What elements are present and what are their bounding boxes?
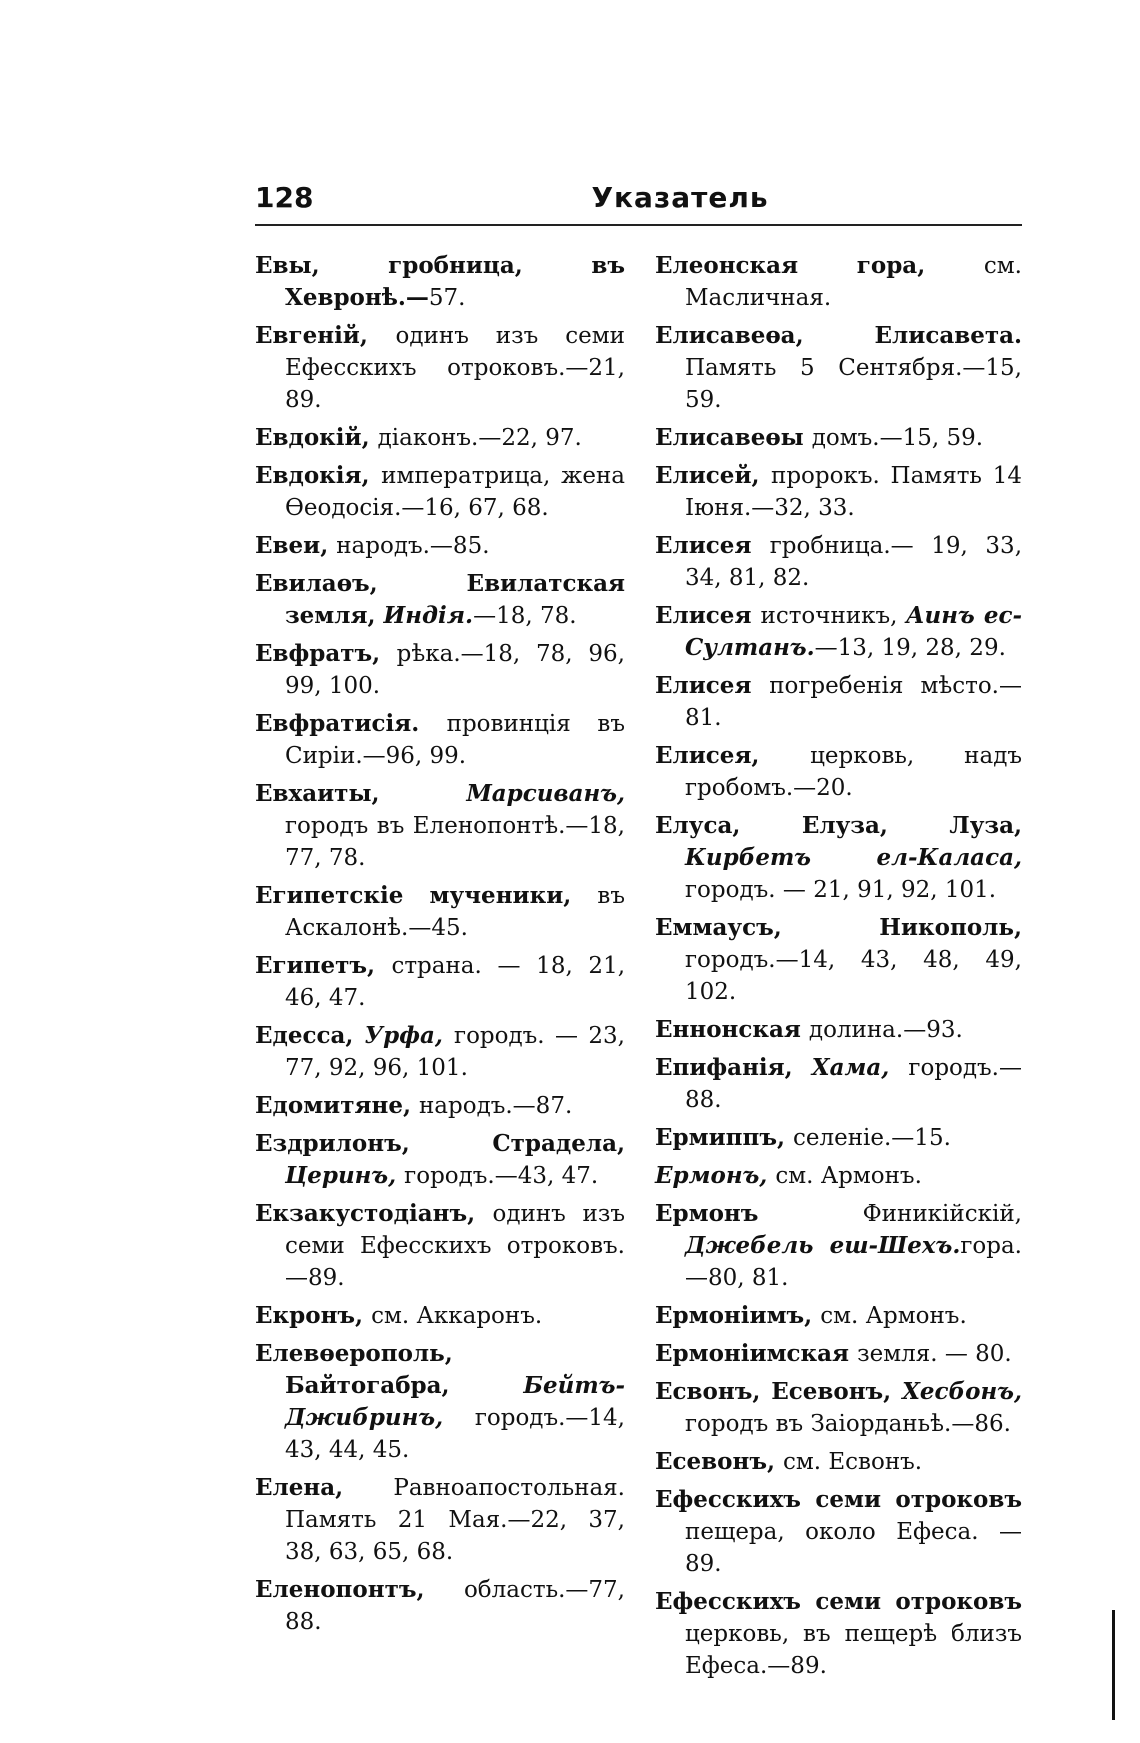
index-entry	[255, 530, 625, 562]
entry-rest: народъ.—87.	[418, 1093, 573, 1119]
index-entry	[655, 670, 1022, 734]
entry-alt: Урфа,	[364, 1022, 455, 1049]
index-entry	[655, 1160, 1022, 1192]
entry-rest: Равноапостольная. Память 21 Мая.—22, 37, 38, 63, 65, 68.	[285, 1475, 625, 1565]
entry-term: Ефесскихъ семи отроковъ	[655, 1588, 1022, 1615]
index-entry	[655, 1122, 1022, 1154]
entry-tail: гора.—80, 81.	[685, 1233, 1022, 1291]
page-number: 128	[255, 181, 314, 214]
index-entry	[255, 460, 625, 524]
entry-alt: Кирбетъ ел-Каласа,	[685, 844, 1022, 871]
entry-term: Елисавеөы	[655, 424, 812, 451]
entry-rest: народъ.—85.	[336, 533, 490, 559]
entry-rest: церковь, въ пещерѣ близъ Ефеса.—89.	[685, 1621, 1022, 1679]
entry-rest: рѣка.—18, 78, 96, 99, 100.	[285, 641, 625, 699]
index-entry	[255, 422, 625, 454]
index-entry	[255, 880, 625, 944]
entry-rest: гробница.— 19, 33, 34, 81, 82.	[685, 533, 1023, 591]
entry-rest: 57.	[428, 285, 466, 311]
entry-rest: земля. — 80.	[857, 1341, 1012, 1367]
entry-term: Ермиппъ,	[655, 1124, 793, 1151]
index-entry	[255, 1338, 625, 1466]
index-entry	[655, 600, 1022, 664]
entry-rest: одинъ изъ семи Ефесскихъ отроковъ.—89.	[285, 1201, 625, 1291]
entry-rest: страна. — 18, 21, 46, 47.	[285, 953, 626, 1011]
entry-term: Ермонъ	[655, 1200, 863, 1227]
entry-rest: въ Аскалонѣ.—45.	[285, 883, 625, 941]
entry-alt: Бейтъ-Джибринъ,	[285, 1372, 625, 1431]
index-entry	[255, 320, 625, 416]
index-entry	[255, 638, 625, 702]
entry-rest: пророкъ. Память 14 Іюня.—32, 33.	[685, 463, 1022, 521]
entry-term: Елисея	[655, 602, 761, 629]
entry-term: Еленопонтъ,	[255, 1576, 464, 1603]
index-entry	[655, 1446, 1022, 1478]
index-column-right	[655, 250, 1022, 1688]
entry-rest: см. Масличная.	[685, 253, 1022, 311]
entry-rest: городъ въ Еленопонтѣ.—18, 77, 78.	[285, 813, 625, 871]
entry-term: Елевөерополь, Байтогабра,	[255, 1340, 524, 1399]
entry-rest: императрица, жена Өеодосія.—16, 67, 68.	[285, 463, 625, 521]
index-entry	[255, 1472, 625, 1568]
entry-term: Елисавеөа, Елисавета.	[655, 322, 1022, 349]
entry-term: Есевонъ,	[655, 1448, 783, 1475]
entry-term: Едесса,	[255, 1022, 365, 1049]
entry-rest: городъ.—43, 47.	[404, 1163, 599, 1189]
entry-term: Елисея	[655, 532, 770, 559]
entry-term: Ефесскихъ семи отроковъ	[655, 1486, 1022, 1513]
index-entry	[655, 810, 1022, 906]
entry-alt: Хесбонъ,	[902, 1378, 1022, 1405]
entry-term: Елисей,	[655, 462, 771, 489]
index-entry	[655, 530, 1022, 594]
index-entry	[655, 1484, 1022, 1580]
index-entry	[255, 568, 625, 632]
entry-rest: городъ. — 23, 77, 92, 96, 101.	[285, 1023, 625, 1081]
entry-term: Евдокія,	[255, 462, 382, 489]
entry-rest: см. Аккаронъ.	[371, 1303, 543, 1329]
page-header	[255, 180, 1022, 216]
entry-rest: см. Армонъ.	[775, 1163, 922, 1189]
running-title: Указатель	[591, 181, 769, 214]
entry-alt: Марсиванъ,	[466, 780, 625, 807]
index-entry	[655, 250, 1022, 314]
entry-term: Еннонская	[655, 1016, 809, 1043]
entry-term: Евеи,	[255, 532, 337, 559]
entry-term: Елена,	[255, 1474, 394, 1501]
index-entry	[255, 950, 625, 1014]
entry-alt: Ермонъ,	[655, 1162, 776, 1189]
index-entry	[255, 1300, 625, 1332]
entry-rest: городъ.—14, 43, 48, 49, 102.	[685, 947, 1022, 1005]
entry-term: Евфратъ,	[255, 640, 397, 667]
entry-term: Еммаусъ, Никополь,	[655, 914, 1022, 941]
entry-rest: Финикійскій,	[862, 1201, 1022, 1227]
entry-rest: городъ.—88.	[685, 1055, 1022, 1113]
entry-term: Елисея,	[655, 742, 811, 769]
entry-alt: Аинъ ес-Султанъ.	[685, 602, 1023, 661]
entry-rest: городъ въ Заіорданьѣ.—86.	[685, 1411, 1011, 1437]
entry-term: Елисея	[655, 672, 770, 699]
index-entry	[655, 460, 1022, 524]
entry-rest: —18, 78.	[473, 603, 577, 629]
entry-term: Елуса, Елуза, Луза,	[655, 812, 1022, 839]
entry-rest: источникъ,	[760, 603, 906, 629]
index-entry	[255, 1198, 625, 1294]
index-entry	[655, 320, 1022, 416]
entry-term: Евфратисія.	[255, 710, 447, 737]
entry-term: Евгеній,	[255, 322, 396, 349]
index-entry	[255, 1090, 625, 1122]
entry-rest: діаконъ.—22, 97.	[377, 425, 582, 451]
index-entry	[255, 708, 625, 772]
entry-term: Екзакустодіанъ,	[255, 1200, 493, 1227]
entry-rest: см. Есвонъ.	[782, 1449, 923, 1475]
entry-rest: долина.—93.	[808, 1017, 963, 1043]
entry-rest: церковь, надъ гробомъ.—20.	[685, 743, 1023, 801]
index-entry	[655, 740, 1022, 804]
entry-alt: Джебель еш-Шехъ.	[685, 1232, 961, 1259]
entry-term: Евхаиты,	[255, 780, 467, 807]
index-entry	[655, 1198, 1022, 1294]
entry-rest: селеніе.—15.	[792, 1125, 951, 1151]
index-entry	[655, 1586, 1022, 1682]
entry-alt: Церинъ,	[285, 1162, 405, 1189]
entry-alt: Индія.	[383, 602, 474, 629]
entry-rest: пещера, около Ефеса. — 89.	[685, 1519, 1022, 1577]
entry-rest: см. Армонъ.	[820, 1303, 967, 1329]
index-entry	[655, 422, 1022, 454]
index-entry	[255, 1574, 625, 1638]
index-entry	[655, 912, 1022, 1008]
entry-term: Ермоніимская	[655, 1340, 858, 1367]
index-column-left	[255, 250, 625, 1644]
index-entry	[255, 778, 625, 874]
entry-alt: Хама,	[811, 1054, 909, 1081]
entry-rest: погребенія мѣсто.—81.	[685, 673, 1022, 731]
entry-rest: одинъ изъ семи Ефесскихъ отроковъ.—21, 89.	[285, 323, 625, 413]
entry-term: Египетъ,	[255, 952, 392, 979]
index-entry	[255, 1020, 625, 1084]
index-entry	[655, 1300, 1022, 1332]
index-entry	[655, 1014, 1022, 1046]
header-rule	[255, 224, 1022, 226]
entry-term: Евилаөъ, Евилатская земля,	[255, 570, 625, 629]
entry-term: Евы, гробница, въ Хевронѣ.—	[255, 252, 625, 311]
entry-tail: —13, 19, 28, 29.	[814, 635, 1006, 661]
entry-term: Епифанія,	[655, 1054, 812, 1081]
entry-rest: провинція въ Сиріи.—96, 99.	[285, 711, 625, 769]
index-entry	[255, 250, 625, 314]
entry-term: Есвонъ, Есевонъ,	[655, 1378, 903, 1405]
entry-term: Едомитяне,	[255, 1092, 419, 1119]
index-entry	[655, 1376, 1022, 1440]
entry-term: Ермоніимъ,	[655, 1302, 821, 1329]
entry-rest: городъ.—14, 43, 44, 45.	[285, 1405, 625, 1463]
index-entry	[655, 1338, 1022, 1370]
index-entry	[655, 1052, 1022, 1116]
entry-term: Египетскіе мученики,	[255, 882, 598, 909]
entry-rest: городъ. — 21, 91, 92, 101.	[685, 877, 997, 903]
entry-term: Евдокій,	[255, 424, 378, 451]
scan-edge-mark	[1112, 1610, 1115, 1720]
entry-rest: домъ.—15, 59.	[811, 425, 984, 451]
entry-term: Екронъ,	[255, 1302, 372, 1329]
entry-rest: область.—77, 88.	[285, 1577, 625, 1635]
entry-rest: Память 5 Сентября.—15, 59.	[685, 355, 1022, 413]
entry-term: Ездрилонъ, Страдела,	[255, 1130, 625, 1157]
entry-term: Елеонская гора,	[655, 252, 984, 279]
index-entry	[255, 1128, 625, 1192]
